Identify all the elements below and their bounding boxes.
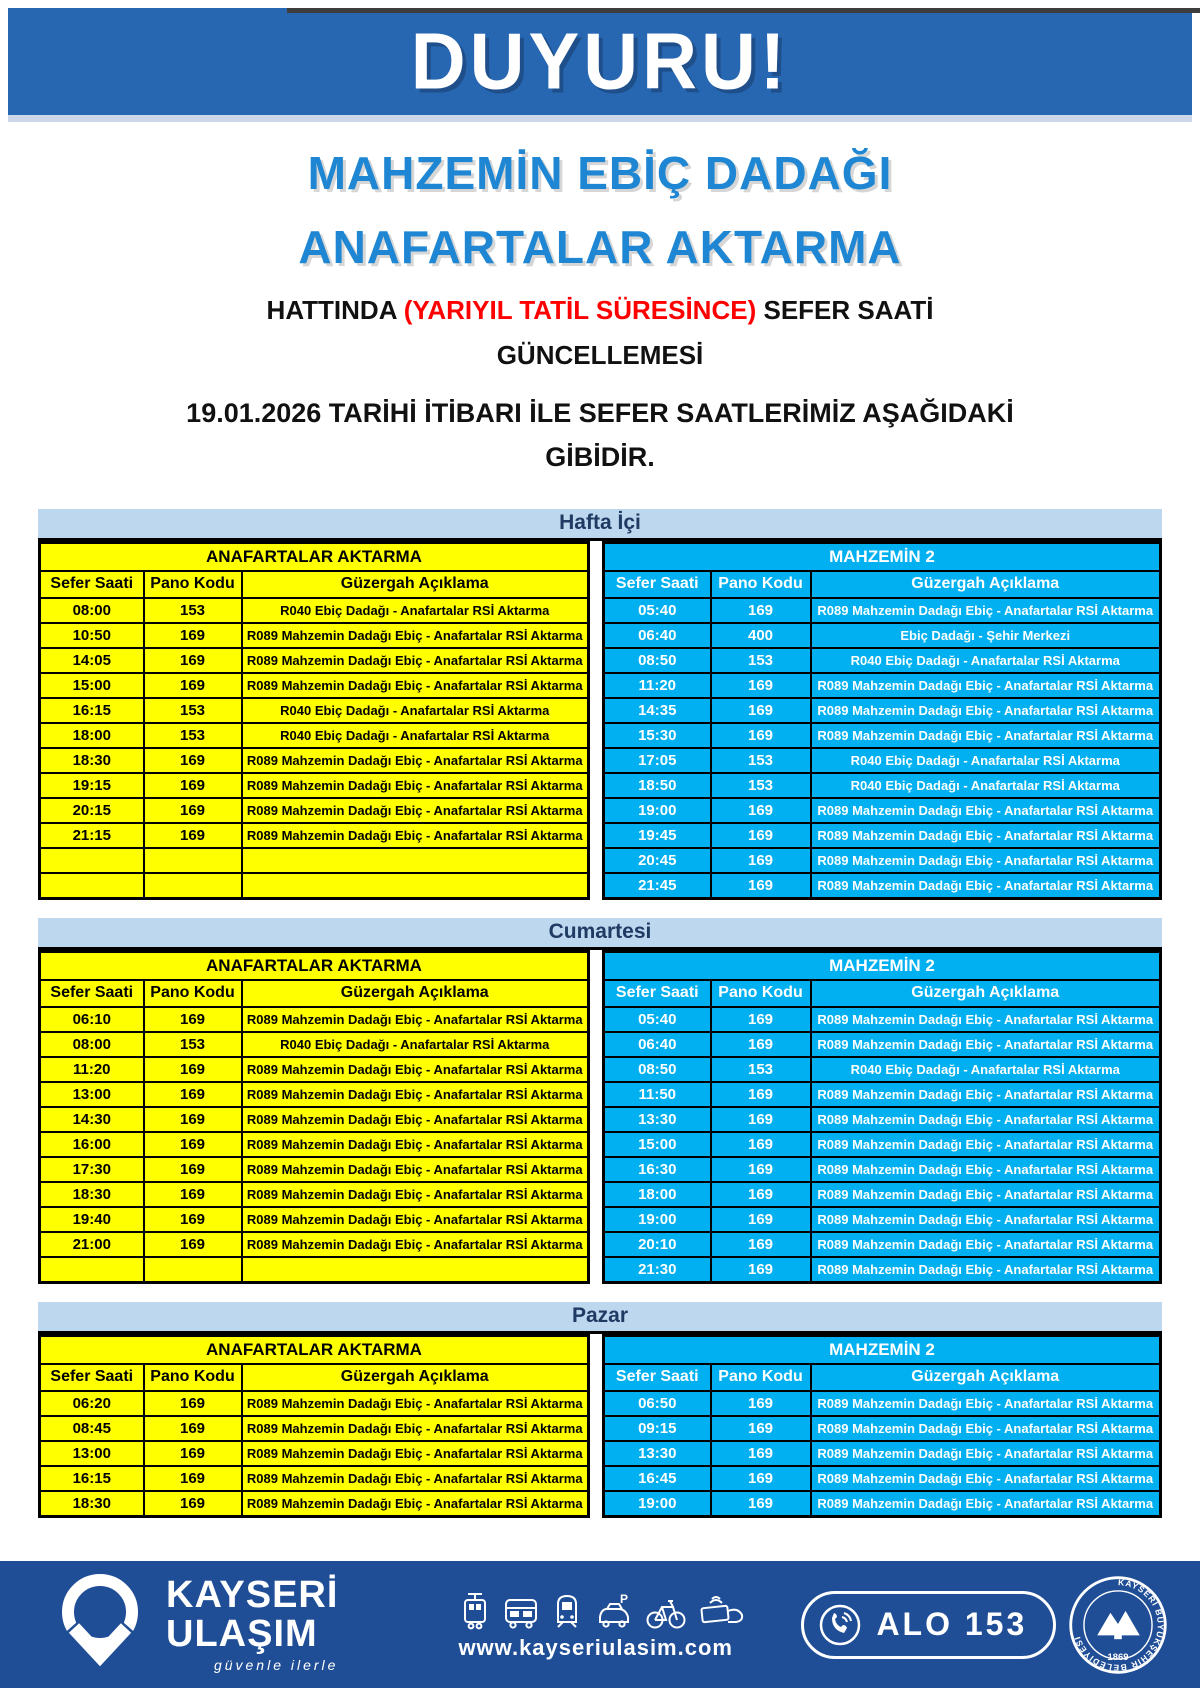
route-description-cell: R089 Mahzemin Dadağı Ebiç - Anafartalar RSİ Aktarma bbox=[811, 1132, 1161, 1157]
schedule-row bbox=[40, 1082, 589, 1107]
schedule-row bbox=[604, 823, 1161, 848]
pano-code-cell: 169 bbox=[711, 1082, 811, 1107]
route-description-cell: R089 Mahzemin Dadağı Ebiç - Anafartalar RSİ Aktarma bbox=[242, 1466, 589, 1491]
pano-code-cell: 169 bbox=[711, 1207, 811, 1232]
pano-code-cell: 169 bbox=[711, 873, 811, 899]
route-description-cell bbox=[242, 1257, 589, 1283]
route-description-cell: R089 Mahzemin Dadağı Ebiç - Anafartalar RSİ Aktarma bbox=[242, 1007, 589, 1032]
route-description-cell: R089 Mahzemin Dadağı Ebiç - Anafartalar RSİ Aktarma bbox=[242, 1107, 589, 1132]
departure-time-cell: 21:00 bbox=[40, 1232, 144, 1257]
departure-time-cell bbox=[40, 848, 144, 873]
schedule-row bbox=[604, 1182, 1161, 1207]
pano-code-cell: 153 bbox=[144, 723, 242, 748]
route-description-cell bbox=[242, 873, 589, 899]
departure-time-cell: 16:15 bbox=[40, 1466, 144, 1491]
schedule-row bbox=[604, 848, 1161, 873]
bus-icon bbox=[502, 1591, 540, 1631]
pano-code-cell: 169 bbox=[711, 1182, 811, 1207]
column-header-pano: Pano Kodu bbox=[144, 980, 242, 1007]
route-description-cell: R089 Mahzemin Dadağı Ebiç - Anafartalar RSİ Aktarma bbox=[242, 1391, 589, 1416]
column-header-time: Sefer Saati bbox=[604, 571, 711, 598]
departure-time-cell: 19:00 bbox=[604, 1207, 711, 1232]
departure-time-cell: 13:00 bbox=[40, 1441, 144, 1466]
day-band: Cumartesi bbox=[38, 918, 1162, 950]
departure-time-cell: 11:20 bbox=[40, 1057, 144, 1082]
route-description-cell: R089 Mahzemin Dadağı Ebiç - Anafartalar RSİ Aktarma bbox=[811, 798, 1161, 823]
departure-time-cell: 18:50 bbox=[604, 773, 711, 798]
route-description-cell: R089 Mahzemin Dadağı Ebiç - Anafartalar RSİ Aktarma bbox=[242, 673, 589, 698]
route-description-cell: R089 Mahzemin Dadağı Ebiç - Anafartalar RSİ Aktarma bbox=[811, 698, 1161, 723]
route-description-cell: R040 Ebiç Dadağı - Anafartalar RSİ Aktarma bbox=[242, 723, 589, 748]
schedule-row bbox=[40, 598, 589, 623]
column-header-route: Güzergah Açıklama bbox=[811, 571, 1161, 598]
brand-line2: ULAŞIM bbox=[166, 1612, 318, 1655]
pano-code-cell: 169 bbox=[711, 1157, 811, 1182]
route-description-cell: Ebiç Dadağı - Şehir Merkezi bbox=[811, 623, 1161, 648]
departure-time-cell: 11:50 bbox=[604, 1082, 711, 1107]
anafartalar-table-weekday bbox=[38, 541, 590, 900]
column-header-pano: Pano Kodu bbox=[711, 1364, 811, 1391]
route-description-cell: R040 Ebiç Dadağı - Anafartalar RSİ Aktarma bbox=[811, 773, 1161, 798]
schedule-row bbox=[604, 748, 1161, 773]
departure-time-cell: 05:40 bbox=[604, 598, 711, 623]
subtitle-line2: GÜNCELLEMESİ bbox=[496, 339, 704, 370]
departure-time-cell: 08:00 bbox=[40, 1032, 144, 1057]
column-header-route: Güzergah Açıklama bbox=[811, 980, 1161, 1007]
route-description-cell bbox=[242, 848, 589, 873]
departure-time-cell: 18:30 bbox=[40, 1182, 144, 1207]
metro-icon bbox=[550, 1591, 584, 1631]
schedule-row bbox=[604, 648, 1161, 673]
pano-code-cell: 153 bbox=[144, 698, 242, 723]
pano-code-cell: 169 bbox=[144, 1082, 242, 1107]
pano-code-cell: 169 bbox=[711, 723, 811, 748]
pano-code-cell: 169 bbox=[144, 1182, 242, 1207]
schedule-row bbox=[40, 1182, 589, 1207]
website-url: www.kayseriulasim.com bbox=[458, 1634, 733, 1660]
schedule-row bbox=[40, 698, 589, 723]
departure-time-cell: 09:15 bbox=[604, 1416, 711, 1441]
pano-code-cell: 169 bbox=[144, 1157, 242, 1182]
column-header-pano: Pano Kodu bbox=[711, 571, 811, 598]
table-title: ANAFARTALAR AKTARMA bbox=[40, 542, 589, 571]
departure-time-cell: 15:00 bbox=[40, 673, 144, 698]
pano-code-cell: 169 bbox=[711, 1032, 811, 1057]
banner-title: DUYURU! bbox=[410, 16, 790, 107]
route-description-cell: R089 Mahzemin Dadağı Ebiç - Anafartalar RSİ Aktarma bbox=[811, 1441, 1161, 1466]
table-title: ANAFARTALAR AKTARMA bbox=[40, 1335, 589, 1364]
pano-code-cell: 169 bbox=[144, 1466, 242, 1491]
route-description-cell: R089 Mahzemin Dadağı Ebiç - Anafartalar RSİ Aktarma bbox=[242, 1082, 589, 1107]
announcement-banner bbox=[8, 8, 1192, 122]
pano-code-cell: 169 bbox=[144, 1107, 242, 1132]
route-description-cell: R040 Ebiç Dadağı - Anafartalar RSİ Aktarma bbox=[242, 598, 589, 623]
route-description-cell: R089 Mahzemin Dadağı Ebiç - Anafartalar RSİ Aktarma bbox=[242, 1157, 589, 1182]
pano-code-cell: 153 bbox=[144, 598, 242, 623]
departure-time-cell: 06:40 bbox=[604, 1032, 711, 1057]
route-description-cell: R089 Mahzemin Dadağı Ebiç - Anafartalar RSİ Aktarma bbox=[242, 648, 589, 673]
pano-code-cell: 169 bbox=[711, 1391, 811, 1416]
schedule-row bbox=[604, 1132, 1161, 1157]
column-header-pano: Pano Kodu bbox=[711, 980, 811, 1007]
departure-time-cell: 10:50 bbox=[40, 623, 144, 648]
departure-time-cell: 16:45 bbox=[604, 1466, 711, 1491]
schedule-row bbox=[604, 1107, 1161, 1132]
pano-code-cell: 169 bbox=[144, 1416, 242, 1441]
departure-time-cell: 18:30 bbox=[40, 1491, 144, 1517]
schedule-row bbox=[40, 648, 589, 673]
subtitle-highlight: (YARIYIL TATİL SÜRESİNCE) bbox=[403, 295, 757, 325]
svg-text:1869: 1869 bbox=[1107, 1651, 1129, 1663]
departure-time-cell: 11:20 bbox=[604, 673, 711, 698]
day-band: Pazar bbox=[38, 1302, 1162, 1334]
schedule-row bbox=[604, 1032, 1161, 1057]
municipality-seal bbox=[1066, 1573, 1170, 1677]
column-header-route: Güzergah Açıklama bbox=[242, 571, 589, 598]
schedule-row bbox=[604, 1466, 1161, 1491]
schedule-row bbox=[604, 1082, 1161, 1107]
route-description-cell: R089 Mahzemin Dadağı Ebiç - Anafartalar RSİ Aktarma bbox=[242, 1441, 589, 1466]
anafartalar-table-saturday bbox=[38, 950, 590, 1284]
pano-code-cell: 169 bbox=[144, 1491, 242, 1517]
pano-code-cell: 169 bbox=[144, 673, 242, 698]
subtitle-suffix: SEFER SAATİ bbox=[756, 295, 934, 325]
pano-code-cell: 169 bbox=[144, 623, 242, 648]
schedule-row bbox=[40, 1441, 589, 1466]
schedule-row bbox=[40, 798, 589, 823]
route-description-cell: R040 Ebiç Dadağı - Anafartalar RSİ Aktarma bbox=[811, 648, 1161, 673]
pano-code-cell: 169 bbox=[711, 1466, 811, 1491]
pano-code-cell: 169 bbox=[711, 1416, 811, 1441]
column-header-time: Sefer Saati bbox=[40, 571, 144, 598]
schedule-row bbox=[40, 1207, 589, 1232]
alo-153-badge bbox=[801, 1591, 1056, 1659]
departure-time-cell: 05:40 bbox=[604, 1007, 711, 1032]
route-description-cell: R089 Mahzemin Dadağı Ebiç - Anafartalar RSİ Aktarma bbox=[811, 848, 1161, 873]
route-description-cell: R089 Mahzemin Dadağı Ebiç - Anafartalar RSİ Aktarma bbox=[811, 598, 1161, 623]
column-header-time: Sefer Saati bbox=[604, 1364, 711, 1391]
departure-time-cell: 13:00 bbox=[40, 1082, 144, 1107]
column-header-time: Sefer Saati bbox=[40, 1364, 144, 1391]
schedule-section-weekday bbox=[38, 509, 1162, 900]
pano-code-cell bbox=[144, 1257, 242, 1283]
route-description-cell: R089 Mahzemin Dadağı Ebiç - Anafartalar RSİ Aktarma bbox=[811, 1107, 1161, 1132]
pano-code-cell bbox=[144, 873, 242, 899]
departure-time-cell: 20:10 bbox=[604, 1232, 711, 1257]
pano-code-cell bbox=[144, 848, 242, 873]
departure-time-cell: 21:15 bbox=[40, 823, 144, 848]
route-description-cell: R089 Mahzemin Dadağı Ebiç - Anafartalar RSİ Aktarma bbox=[811, 1182, 1161, 1207]
schedule-row bbox=[40, 1416, 589, 1441]
pano-code-cell: 169 bbox=[144, 1441, 242, 1466]
departure-time-cell: 06:10 bbox=[40, 1007, 144, 1032]
route-description-cell: R089 Mahzemin Dadağı Ebiç - Anafartalar RSİ Aktarma bbox=[811, 1391, 1161, 1416]
route-description-cell: R089 Mahzemin Dadağı Ebiç - Anafartalar RSİ Aktarma bbox=[811, 823, 1161, 848]
route-description-cell: R040 Ebiç Dadağı - Anafartalar RSİ Aktarma bbox=[242, 1032, 589, 1057]
pano-code-cell: 169 bbox=[144, 1007, 242, 1032]
schedule-row bbox=[604, 598, 1161, 623]
schedule-row bbox=[40, 1107, 589, 1132]
mahzemin-table-weekday bbox=[602, 541, 1162, 900]
pano-code-cell: 169 bbox=[711, 598, 811, 623]
departure-time-cell: 08:50 bbox=[604, 1057, 711, 1082]
mahzemin-table-saturday bbox=[602, 950, 1162, 1284]
schedule-row bbox=[604, 1257, 1161, 1283]
subtitle-line1 bbox=[0, 296, 1200, 325]
table-title: MAHZEMİN 2 bbox=[604, 1335, 1161, 1364]
route-title-line2: ANAFARTALAR AKTARMA bbox=[298, 221, 902, 273]
column-header-time: Sefer Saati bbox=[40, 980, 144, 1007]
route-description-cell: R089 Mahzemin Dadağı Ebiç - Anafartalar RSİ Aktarma bbox=[242, 1232, 589, 1257]
route-description-cell: R089 Mahzemin Dadağı Ebiç - Anafartalar RSİ Aktarma bbox=[811, 873, 1161, 899]
brand-tagline: güvenle ilerle bbox=[213, 1657, 339, 1674]
departure-time-cell: 19:00 bbox=[604, 798, 711, 823]
route-description-cell: R089 Mahzemin Dadağı Ebiç - Anafartalar RSİ Aktarma bbox=[811, 1416, 1161, 1441]
transport-icons bbox=[458, 1589, 746, 1631]
table-title: MAHZEMİN 2 bbox=[604, 951, 1161, 980]
pano-code-cell: 169 bbox=[711, 823, 811, 848]
schedule-row bbox=[40, 1466, 589, 1491]
schedule-row bbox=[40, 1132, 589, 1157]
route-description-cell: R089 Mahzemin Dadağı Ebiç - Anafartalar RSİ Aktarma bbox=[242, 1491, 589, 1517]
schedule-row bbox=[40, 748, 589, 773]
schedule-row bbox=[40, 1491, 589, 1517]
route-title-line1: MAHZEMİN EBİÇ DADAĞI bbox=[307, 147, 893, 199]
schedule-row bbox=[40, 848, 589, 873]
route-description-cell: R089 Mahzemin Dadağı Ebiç - Anafartalar RSİ Aktarma bbox=[811, 673, 1161, 698]
column-header-route: Güzergah Açıklama bbox=[242, 1364, 589, 1391]
schedule-row bbox=[40, 823, 589, 848]
route-description-cell: R089 Mahzemin Dadağı Ebiç - Anafartalar RSİ Aktarma bbox=[242, 1132, 589, 1157]
route-description-cell: R089 Mahzemin Dadağı Ebiç - Anafartalar RSİ Aktarma bbox=[242, 798, 589, 823]
departure-time-cell: 13:30 bbox=[604, 1441, 711, 1466]
pano-code-cell: 169 bbox=[711, 798, 811, 823]
schedule-row bbox=[40, 873, 589, 899]
pano-code-cell: 169 bbox=[711, 698, 811, 723]
route-description-cell: R089 Mahzemin Dadağı Ebiç - Anafartalar RSİ Aktarma bbox=[811, 1207, 1161, 1232]
pano-code-cell: 169 bbox=[711, 1257, 811, 1283]
schedule-section-saturday bbox=[38, 918, 1162, 1284]
pano-code-cell: 169 bbox=[711, 1441, 811, 1466]
column-header-time: Sefer Saati bbox=[604, 980, 711, 1007]
pano-code-cell: 169 bbox=[144, 1132, 242, 1157]
departure-time-cell: 16:30 bbox=[604, 1157, 711, 1182]
route-description-cell: R089 Mahzemin Dadağı Ebiç - Anafartalar RSİ Aktarma bbox=[811, 723, 1161, 748]
pano-code-cell: 400 bbox=[711, 623, 811, 648]
svg-text:KAYSERİ BÜYÜKŞEHİR BELEDİYESİ: KAYSERİ BÜYÜKŞEHİR BELEDİYESİ bbox=[1072, 1576, 1166, 1673]
route-description-cell: R040 Ebiç Dadağı - Anafartalar RSİ Aktarma bbox=[242, 698, 589, 723]
schedule-row bbox=[40, 723, 589, 748]
departure-time-cell: 19:00 bbox=[604, 1491, 711, 1517]
pano-code-cell: 169 bbox=[144, 648, 242, 673]
pano-code-cell: 169 bbox=[144, 1232, 242, 1257]
car-parking-icon bbox=[594, 1591, 634, 1631]
schedule-row bbox=[40, 773, 589, 798]
pano-code-cell: 169 bbox=[711, 1491, 811, 1517]
departure-time-cell: 06:40 bbox=[604, 623, 711, 648]
phone-icon bbox=[818, 1603, 862, 1647]
pano-code-cell: 169 bbox=[711, 673, 811, 698]
mahzemin-table-sunday bbox=[602, 1334, 1162, 1518]
anafartalar-table-sunday bbox=[38, 1334, 590, 1518]
departure-time-cell: 21:30 bbox=[604, 1257, 711, 1283]
schedule-row bbox=[604, 1057, 1161, 1082]
contactless-card-icon bbox=[698, 1591, 746, 1631]
pano-code-cell: 169 bbox=[711, 1232, 811, 1257]
departure-time-cell: 16:15 bbox=[40, 698, 144, 723]
departure-time-cell: 16:00 bbox=[40, 1132, 144, 1157]
schedule-row bbox=[604, 773, 1161, 798]
route-description-cell: R089 Mahzemin Dadağı Ebiç - Anafartalar RSİ Aktarma bbox=[242, 773, 589, 798]
pano-code-cell: 169 bbox=[711, 1107, 811, 1132]
table-title: ANAFARTALAR AKTARMA bbox=[40, 951, 589, 980]
subtitle-prefix: HATTINDA bbox=[266, 295, 404, 325]
route-description-cell: R089 Mahzemin Dadağı Ebiç - Anafartalar RSİ Aktarma bbox=[242, 1207, 589, 1232]
schedule-row bbox=[40, 1257, 589, 1283]
column-header-route: Güzergah Açıklama bbox=[242, 980, 589, 1007]
page-top-edge bbox=[287, 8, 1200, 13]
date-note-line2: GİBİDİR. bbox=[545, 441, 655, 472]
schedule-row bbox=[604, 623, 1161, 648]
departure-time-cell: 19:15 bbox=[40, 773, 144, 798]
departure-time-cell: 13:30 bbox=[604, 1107, 711, 1132]
route-description-cell: R089 Mahzemin Dadağı Ebiç - Anafartalar RSİ Aktarma bbox=[242, 748, 589, 773]
schedule-row bbox=[604, 1207, 1161, 1232]
schedule-row bbox=[40, 673, 589, 698]
schedule-row bbox=[604, 723, 1161, 748]
departure-time-cell: 15:30 bbox=[604, 723, 711, 748]
route-description-cell: R089 Mahzemin Dadağı Ebiç - Anafartalar RSİ Aktarma bbox=[811, 1257, 1161, 1283]
route-description-cell: R040 Ebiç Dadağı - Anafartalar RSİ Aktarma bbox=[811, 1057, 1161, 1082]
location-pin-icon bbox=[48, 1570, 152, 1680]
schedule-row bbox=[604, 1491, 1161, 1517]
departure-time-cell: 14:35 bbox=[604, 698, 711, 723]
pano-code-cell: 153 bbox=[711, 773, 811, 798]
route-description-cell: R089 Mahzemin Dadağı Ebiç - Anafartalar RSİ Aktarma bbox=[811, 1157, 1161, 1182]
departure-time-cell: 17:30 bbox=[40, 1157, 144, 1182]
pano-code-cell: 153 bbox=[711, 748, 811, 773]
departure-time-cell: 19:40 bbox=[40, 1207, 144, 1232]
svg-text:P: P bbox=[620, 1591, 629, 1606]
route-description-cell: R089 Mahzemin Dadağı Ebiç - Anafartalar RSİ Aktarma bbox=[242, 1057, 589, 1082]
route-description-cell: R089 Mahzemin Dadağı Ebiç - Anafartalar RSİ Aktarma bbox=[242, 1182, 589, 1207]
departure-time-cell: 21:45 bbox=[604, 873, 711, 899]
departure-time-cell: 18:00 bbox=[40, 723, 144, 748]
departure-time-cell: 20:45 bbox=[604, 848, 711, 873]
schedule-row bbox=[604, 1007, 1161, 1032]
departure-time-cell: 08:50 bbox=[604, 648, 711, 673]
pano-code-cell: 153 bbox=[144, 1032, 242, 1057]
schedule-row bbox=[40, 623, 589, 648]
kayseri-ulasim-logo bbox=[48, 1570, 338, 1680]
schedule-row bbox=[40, 1391, 589, 1416]
route-description-cell: R040 Ebiç Dadağı - Anafartalar RSİ Aktarma bbox=[811, 748, 1161, 773]
pano-code-cell: 169 bbox=[711, 1007, 811, 1032]
column-header-pano: Pano Kodu bbox=[144, 571, 242, 598]
pano-code-cell: 169 bbox=[144, 1057, 242, 1082]
schedule-row bbox=[40, 1032, 589, 1057]
schedule-row bbox=[40, 1057, 589, 1082]
departure-time-cell: 18:00 bbox=[604, 1182, 711, 1207]
departure-time-cell: 15:00 bbox=[604, 1132, 711, 1157]
schedule-row bbox=[604, 798, 1161, 823]
route-description-cell: R089 Mahzemin Dadağı Ebiç - Anafartalar RSİ Aktarma bbox=[242, 823, 589, 848]
column-header-pano: Pano Kodu bbox=[144, 1364, 242, 1391]
table-title: MAHZEMİN 2 bbox=[604, 542, 1161, 571]
alo-153-label: ALO 153 bbox=[876, 1606, 1028, 1642]
departure-time-cell: 06:50 bbox=[604, 1391, 711, 1416]
route-description-cell: R089 Mahzemin Dadağı Ebiç - Anafartalar RSİ Aktarma bbox=[242, 623, 589, 648]
departure-time-cell: 18:30 bbox=[40, 748, 144, 773]
pano-code-cell: 169 bbox=[144, 823, 242, 848]
departure-time-cell: 17:05 bbox=[604, 748, 711, 773]
schedule-row bbox=[40, 1007, 589, 1032]
pano-code-cell: 153 bbox=[711, 1057, 811, 1082]
schedule-row bbox=[604, 873, 1161, 899]
schedule-row bbox=[604, 1391, 1161, 1416]
schedule-row bbox=[604, 673, 1161, 698]
pano-code-cell: 169 bbox=[144, 773, 242, 798]
departure-time-cell bbox=[40, 873, 144, 899]
schedule-section-sunday bbox=[38, 1302, 1162, 1518]
tram-icon bbox=[458, 1591, 492, 1631]
pano-code-cell: 169 bbox=[711, 1132, 811, 1157]
pano-code-cell: 169 bbox=[144, 748, 242, 773]
departure-time-cell: 08:00 bbox=[40, 598, 144, 623]
route-description-cell: R089 Mahzemin Dadağı Ebiç - Anafartalar RSİ Aktarma bbox=[242, 1416, 589, 1441]
pano-code-cell: 169 bbox=[144, 798, 242, 823]
schedule-row bbox=[40, 1157, 589, 1182]
schedule-row bbox=[604, 1416, 1161, 1441]
route-description-cell: R089 Mahzemin Dadağı Ebiç - Anafartalar RSİ Aktarma bbox=[811, 1082, 1161, 1107]
bicycle-icon bbox=[644, 1591, 688, 1631]
departure-time-cell: 20:15 bbox=[40, 798, 144, 823]
brand-line1: KAYSERİ bbox=[166, 1573, 339, 1616]
departure-time-cell bbox=[40, 1257, 144, 1283]
departure-time-cell: 14:30 bbox=[40, 1107, 144, 1132]
departure-time-cell: 14:05 bbox=[40, 648, 144, 673]
pano-code-cell: 169 bbox=[711, 848, 811, 873]
schedule-row bbox=[604, 1157, 1161, 1182]
pano-code-cell: 169 bbox=[144, 1391, 242, 1416]
schedule-row bbox=[604, 1232, 1161, 1257]
route-description-cell: R089 Mahzemin Dadağı Ebiç - Anafartalar RSİ Aktarma bbox=[811, 1466, 1161, 1491]
route-description-cell: R089 Mahzemin Dadağı Ebiç - Anafartalar RSİ Aktarma bbox=[811, 1007, 1161, 1032]
schedule-row bbox=[40, 1232, 589, 1257]
schedule-row bbox=[604, 698, 1161, 723]
footer-bar bbox=[0, 1561, 1200, 1688]
departure-time-cell: 06:20 bbox=[40, 1391, 144, 1416]
schedule-row bbox=[604, 1441, 1161, 1466]
day-band: Hafta İçi bbox=[38, 509, 1162, 541]
route-description-cell: R089 Mahzemin Dadağı Ebiç - Anafartalar RSİ Aktarma bbox=[811, 1491, 1161, 1517]
pano-code-cell: 153 bbox=[711, 648, 811, 673]
departure-time-cell: 19:45 bbox=[604, 823, 711, 848]
column-header-route: Güzergah Açıklama bbox=[811, 1364, 1161, 1391]
pano-code-cell: 169 bbox=[144, 1207, 242, 1232]
route-description-cell: R089 Mahzemin Dadağı Ebiç - Anafartalar RSİ Aktarma bbox=[811, 1032, 1161, 1057]
route-description-cell: R089 Mahzemin Dadağı Ebiç - Anafartalar RSİ Aktarma bbox=[811, 1232, 1161, 1257]
departure-time-cell: 08:45 bbox=[40, 1416, 144, 1441]
date-note-line1: 19.01.2026 TARİHİ İTİBARI İLE SEFER SAATLERİMİZ AŞAĞIDAKİ bbox=[186, 398, 1014, 429]
